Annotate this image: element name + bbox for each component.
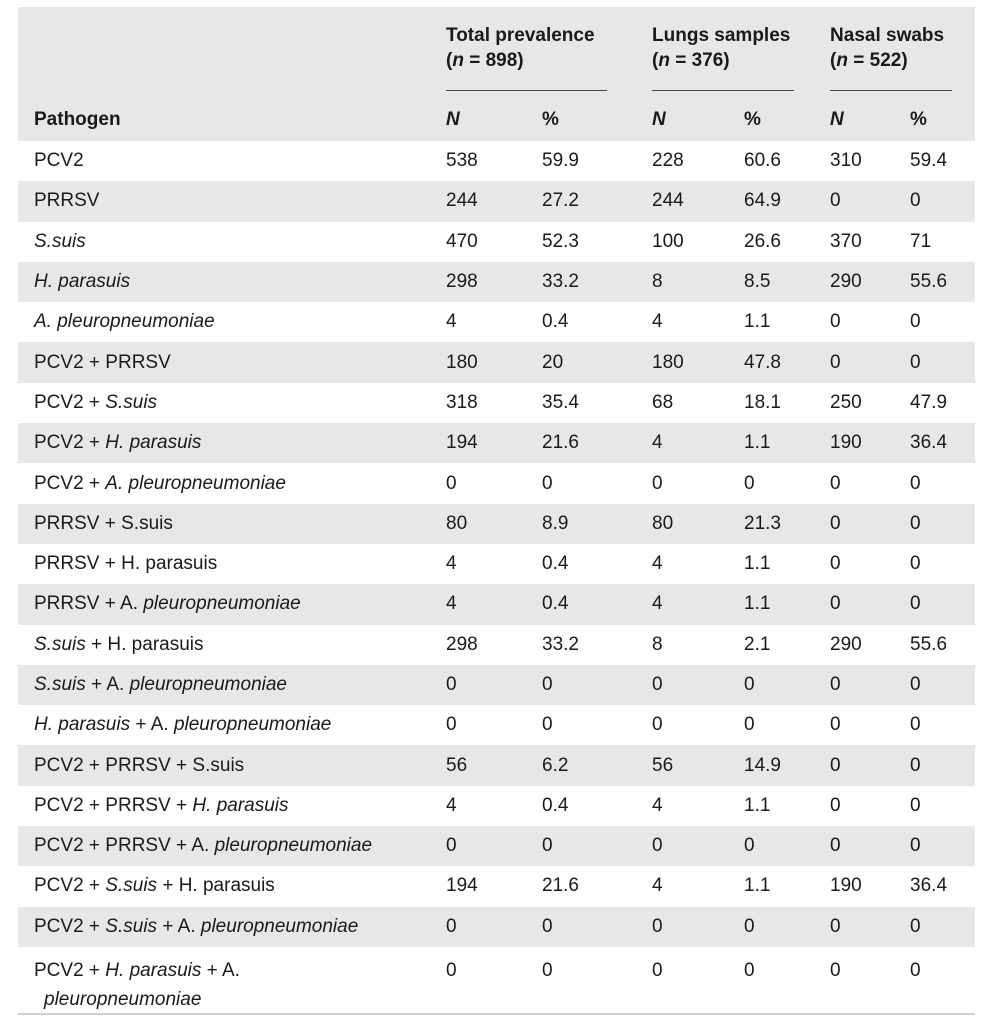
table-row	[18, 181, 975, 221]
cell-n-lungs: 4	[652, 311, 663, 333]
prevalence-table	[18, 7, 975, 1030]
header-pct-lungs: %	[744, 109, 761, 130]
cell-n-nasal: 0	[830, 190, 841, 212]
cell-n-total: 0	[446, 674, 457, 695]
group-n-nasal: (n = 522)	[830, 50, 908, 71]
cell-n-lungs: 0	[652, 714, 663, 736]
cell-n-nasal: 310	[830, 150, 862, 172]
group-title-nasal: Nasal swabs	[830, 25, 945, 46]
pathogen-cell: S.suis + A. pleuropneumoniae	[34, 674, 287, 695]
cell-pct-lungs: 1.1	[744, 593, 771, 615]
cell-pct-nasal: 55.6	[910, 633, 948, 655]
table-row	[18, 584, 975, 624]
cell-n-nasal: 290	[830, 271, 862, 293]
cell-n-total: 0	[446, 959, 457, 981]
cell-pct-total: 21.6	[542, 875, 579, 897]
header-pct-total: %	[542, 109, 559, 130]
pathogen-cell: H. parasuis	[34, 271, 131, 293]
cell-n-total: 194	[446, 432, 478, 454]
header-n-lungs: N	[652, 109, 666, 130]
pathogen-cell: S.suis	[34, 230, 86, 252]
cell-n-total: 4	[446, 311, 457, 333]
table-row	[18, 504, 975, 544]
table-row	[18, 866, 975, 906]
group-underline-total	[446, 90, 607, 91]
cell-pct-nasal: 36.4	[910, 875, 948, 897]
cell-pct-nasal: 0	[910, 190, 921, 212]
header-pct-nasal: %	[910, 109, 927, 130]
cell-n-nasal: 0	[830, 311, 841, 333]
cell-n-lungs: 68	[652, 391, 674, 413]
cell-n-nasal: 0	[830, 674, 841, 695]
cell-n-lungs: 80	[652, 512, 674, 534]
table-row	[18, 826, 975, 866]
cell-n-total: 4	[446, 553, 457, 575]
cell-n-total: 298	[446, 271, 478, 293]
cell-pct-total: 59.9	[542, 150, 579, 172]
pathogen-cell: PCV2 + H. parasuis + A. pleuropneumoniae	[34, 959, 240, 1010]
cell-n-nasal: 290	[830, 633, 862, 655]
cell-n-nasal: 0	[830, 794, 841, 816]
cell-n-nasal: 0	[830, 754, 841, 776]
cell-n-nasal: 250	[830, 391, 862, 413]
cell-n-nasal: 0	[830, 835, 841, 857]
header-group-row	[18, 7, 975, 99]
cell-pct-total: 8.9	[542, 512, 569, 534]
cell-pct-lungs: 8.5	[744, 271, 771, 293]
cell-n-total: 4	[446, 593, 457, 615]
cell-n-nasal: 190	[830, 432, 862, 454]
pathogen-cell: PRRSV + S.suis	[34, 512, 173, 534]
table-row	[18, 141, 975, 181]
cell-n-total: 0	[446, 835, 457, 857]
header-group-nasal	[814, 7, 975, 99]
cell-pct-lungs: 1.1	[744, 311, 771, 333]
table-bottom-rule	[18, 1013, 975, 1015]
pathogen-cell: PCV2 + PRRSV	[34, 351, 171, 373]
cell-pct-total: 0	[542, 959, 553, 981]
table-row	[18, 745, 975, 785]
cell-pct-nasal: 0	[910, 915, 921, 937]
cell-n-lungs: 4	[652, 593, 663, 615]
cell-pct-total: 0.4	[542, 311, 569, 333]
pathogen-cell: PCV2 + A. pleuropneumoniae	[34, 472, 286, 494]
table-row	[18, 705, 975, 745]
header-group-total	[430, 7, 636, 99]
pathogen-cell: PCV2 + PRRSV + A. pleuropneumoniae	[34, 835, 373, 857]
cell-n-total: 80	[446, 512, 468, 534]
cell-pct-lungs: 0	[744, 915, 755, 937]
cell-pct-total: 33.2	[542, 633, 579, 655]
pathogen-cell: PCV2 + H. parasuis	[34, 432, 202, 454]
cell-n-lungs: 100	[652, 230, 684, 252]
pathogen-cell: A. pleuropneumoniae	[34, 311, 215, 333]
group-underline-nasal	[830, 90, 952, 91]
cell-n-lungs: 180	[652, 351, 684, 373]
pathogen-cell: PCV2	[34, 150, 84, 172]
cell-pct-nasal: 0	[910, 512, 921, 534]
cell-n-nasal: 0	[830, 512, 841, 534]
table-row	[18, 302, 975, 342]
cell-n-lungs: 8	[652, 633, 663, 655]
cell-pct-lungs: 0	[744, 959, 755, 981]
cell-pct-nasal: 55.6	[910, 271, 948, 293]
cell-n-lungs: 244	[652, 190, 684, 212]
table-row	[18, 463, 975, 503]
cell-n-total: 244	[446, 190, 478, 212]
cell-n-total: 298	[446, 633, 478, 655]
pathogen-cell: PCV2 + S.suis + H. parasuis	[34, 875, 275, 897]
cell-n-total: 4	[446, 794, 457, 816]
cell-n-lungs: 4	[652, 794, 663, 816]
cell-pct-lungs: 26.6	[744, 230, 781, 252]
table-row	[18, 947, 975, 1030]
cell-n-total: 318	[446, 391, 478, 413]
cell-n-lungs: 4	[652, 875, 663, 897]
cell-pct-nasal: 0	[910, 835, 921, 857]
table-row	[18, 262, 975, 302]
cell-pct-total: 0	[542, 714, 553, 736]
table-body	[18, 141, 975, 1030]
cell-pct-nasal: 71	[910, 230, 932, 252]
cell-n-total: 0	[446, 472, 457, 494]
group-n-total: (n = 898)	[446, 50, 524, 71]
cell-n-nasal: 0	[830, 714, 841, 736]
header-sub-row	[18, 99, 975, 141]
cell-n-lungs: 4	[652, 432, 663, 454]
cell-pct-nasal: 0	[910, 472, 921, 494]
cell-pct-nasal: 0	[910, 311, 921, 333]
pathogen-cell: PCV2 + PRRSV + S.suis	[34, 754, 245, 776]
cell-pct-total: 0	[542, 674, 553, 695]
cell-n-nasal: 0	[830, 959, 841, 981]
cell-n-total: 194	[446, 875, 478, 897]
cell-pct-lungs: 1.1	[744, 553, 771, 575]
cell-pct-nasal: 0	[910, 794, 921, 816]
group-title-lungs: Lungs samples	[652, 25, 791, 46]
cell-pct-lungs: 2.1	[744, 633, 771, 655]
cell-n-nasal: 0	[830, 351, 841, 373]
cell-pct-nasal: 0	[910, 754, 921, 776]
cell-n-lungs: 4	[652, 553, 663, 575]
cell-pct-total: 0.4	[542, 794, 569, 816]
cell-pct-nasal: 0	[910, 714, 921, 736]
cell-n-nasal: 190	[830, 875, 862, 897]
cell-pct-lungs: 0	[744, 714, 755, 736]
pathogen-cell: PCV2 + S.suis + A. pleuropneumoniae	[34, 915, 359, 937]
cell-pct-nasal: 36.4	[910, 432, 948, 454]
cell-n-total: 470	[446, 230, 478, 252]
cell-pct-total: 20	[542, 351, 564, 373]
table-row	[18, 222, 975, 262]
table-row	[18, 383, 975, 423]
cell-pct-nasal: 0	[910, 593, 921, 615]
cell-pct-lungs: 47.8	[744, 351, 781, 373]
table-row	[18, 625, 975, 665]
header-n-total: N	[446, 109, 460, 130]
cell-pct-lungs: 0	[744, 835, 755, 857]
cell-pct-total: 0	[542, 915, 553, 937]
cell-pct-nasal: 47.9	[910, 391, 948, 413]
cell-pct-lungs: 18.1	[744, 391, 781, 413]
header-spacer	[18, 7, 430, 99]
cell-pct-lungs: 1.1	[744, 794, 771, 816]
cell-pct-total: 33.2	[542, 271, 579, 293]
table-header	[18, 7, 975, 141]
cell-pct-nasal: 0	[910, 674, 921, 695]
cell-n-total: 0	[446, 714, 457, 736]
cell-n-total: 538	[446, 150, 478, 172]
cell-pct-total: 6.2	[542, 754, 569, 776]
cell-n-lungs: 0	[652, 472, 663, 494]
cell-pct-total: 0	[542, 835, 553, 857]
cell-pct-total: 21.6	[542, 432, 579, 454]
cell-n-lungs: 228	[652, 150, 684, 172]
cell-pct-lungs: 60.6	[744, 150, 781, 172]
cell-pct-total: 0.4	[542, 553, 569, 575]
cell-pct-nasal: 59.4	[910, 150, 948, 172]
cell-n-lungs: 56	[652, 754, 674, 776]
pathogen-cell: H. parasuis + A. pleuropneumoniae	[34, 714, 332, 736]
cell-n-total: 180	[446, 351, 478, 373]
cell-pct-nasal: 0	[910, 959, 921, 981]
cell-n-nasal: 370	[830, 230, 862, 252]
cell-pct-lungs: 64.9	[744, 190, 781, 212]
header-group-lungs	[636, 7, 814, 99]
pathogen-cell: PCV2 + S.suis	[34, 391, 158, 413]
cell-pct-total: 0	[542, 472, 553, 494]
cell-pct-nasal: 0	[910, 553, 921, 575]
table-row	[18, 544, 975, 584]
cell-n-nasal: 0	[830, 553, 841, 575]
cell-pct-lungs: 1.1	[744, 432, 771, 454]
table-row	[18, 665, 975, 705]
table-row	[18, 907, 975, 947]
pathogen-cell: S.suis + H. parasuis	[34, 633, 204, 655]
cell-pct-lungs: 21.3	[744, 512, 781, 534]
cell-n-nasal: 0	[830, 593, 841, 615]
cell-n-total: 0	[446, 915, 457, 937]
group-title-total: Total prevalence	[446, 25, 595, 46]
cell-pct-total: 35.4	[542, 391, 579, 413]
cell-pct-lungs: 1.1	[744, 875, 771, 897]
cell-n-lungs: 0	[652, 959, 663, 981]
table-row	[18, 786, 975, 826]
cell-n-total: 56	[446, 754, 468, 776]
group-n-lungs: (n = 376)	[652, 50, 730, 71]
pathogen-cell: PRRSV + H. parasuis	[34, 553, 218, 575]
cell-pct-nasal: 0	[910, 351, 921, 373]
table-row	[18, 342, 975, 382]
cell-pct-lungs: 14.9	[744, 754, 781, 776]
cell-n-nasal: 0	[830, 915, 841, 937]
cell-n-lungs: 0	[652, 674, 663, 695]
cell-n-nasal: 0	[830, 472, 841, 494]
pathogen-cell: PRRSV	[34, 190, 100, 212]
cell-n-lungs: 0	[652, 915, 663, 937]
cell-n-lungs: 0	[652, 835, 663, 857]
header-pathogen: Pathogen	[34, 109, 121, 130]
cell-n-lungs: 8	[652, 271, 663, 293]
group-underline-lungs	[652, 90, 794, 91]
table-row	[18, 423, 975, 463]
cell-pct-total: 0.4	[542, 593, 569, 615]
cell-pct-lungs: 0	[744, 472, 755, 494]
header-n-nasal: N	[830, 109, 844, 130]
pathogen-cell: PCV2 + PRRSV + H. parasuis	[34, 794, 289, 816]
cell-pct-lungs: 0	[744, 674, 755, 695]
prevalence-table-container	[18, 7, 975, 1030]
cell-pct-total: 52.3	[542, 230, 579, 252]
cell-pct-total: 27.2	[542, 190, 579, 212]
pathogen-cell: PRRSV + A. pleuropneumoniae	[34, 593, 301, 615]
